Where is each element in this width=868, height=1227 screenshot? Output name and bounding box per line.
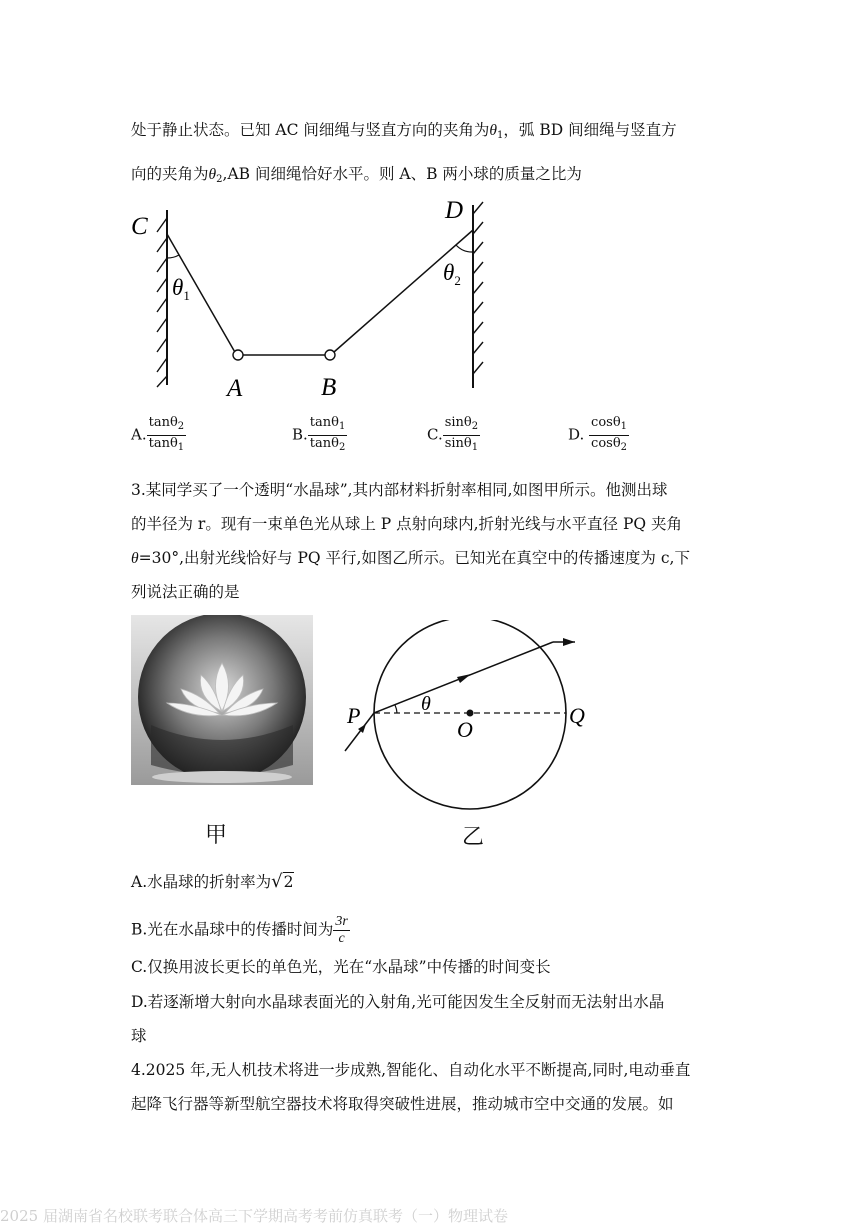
q3-option-C[interactable]: C.仅换用波长更长的单色光，光在“水晶球”中传播的时间变长 (131, 958, 551, 976)
option-D[interactable] (568, 415, 629, 456)
caption-yi: 乙 (462, 825, 485, 850)
string-BD (334, 230, 473, 352)
q3-line-4: 列说法正确的是 (131, 583, 240, 601)
option-B[interactable] (292, 415, 347, 456)
option-letter: C. (427, 425, 443, 444)
footer-watermark: 2025 届湖南省名校联考联合体高三下学期高考考前仿真联考（一）物理试卷 (0, 1207, 508, 1225)
sqrt-symbol: √ (271, 871, 283, 892)
fraction: $\frac{\cos\theta_1}{\cos\theta_2}$ (591, 415, 628, 453)
caption-jia: 甲 (205, 823, 228, 848)
subscript: 1 (497, 130, 504, 141)
label-P: P (347, 703, 361, 728)
fraction: $\frac{\tan\theta_1}{\tan\theta_2}$ (309, 415, 346, 453)
q3-option-D-line-1[interactable]: D.若逐渐增大射向水晶球表面光的入射角,光可能因发生全反射而无法射出水晶 (131, 993, 665, 1011)
arrow-head (457, 674, 471, 683)
subscript: 2 (216, 174, 223, 185)
q4-line-2: 起降飞行器等新型航空器技术将取得突破性进展，推动城市空中交通的发展。如 (131, 1095, 674, 1113)
q3-line-1: 3.某同学买了一个透明“水晶球”,其内部材料折射率相同,如图甲所示。他测出球 (131, 481, 668, 499)
intro-text: 处于静止状态。已知 AC 间细绳与竖直方向的夹角为 (131, 121, 490, 139)
crystal-ball-photo (131, 615, 313, 785)
theta1-label: $\theta_1$ (172, 275, 190, 303)
q3-option-A[interactable] (131, 870, 294, 892)
q3-line-3 (131, 546, 690, 568)
label-Q: Q (569, 703, 585, 728)
label-D: D (445, 197, 464, 224)
intro-line-1 (131, 118, 677, 141)
option-letter: A. (131, 425, 147, 444)
intro-text: ,AB 间细绳恰好水平。则 A、B 两小球的质量之比为 (222, 165, 582, 183)
fraction: $\frac{\sin\theta_2}{\sin\theta_1}$ (444, 415, 479, 453)
refraction-diagram (335, 620, 595, 830)
label-O: O (457, 717, 473, 742)
option-C[interactable] (427, 415, 480, 456)
theta-symbol: θ (131, 550, 139, 567)
option-A[interactable] (131, 415, 186, 456)
q3-line-3-text: =30°,出射光线恰好与 PQ 平行,如图乙所示。已知光在真空中的传播速度为 c,下 (138, 549, 690, 567)
fraction: $\frac{\tan\theta_2}{\tan\theta_1}$ (148, 415, 185, 453)
option-text: A.水晶球的折射率为 (131, 873, 272, 891)
option-letter: D. (568, 425, 585, 444)
q4-line-1: 4.2025 年,无人机技术将进一步成熟,智能化、自动化水平不断提高,同时,电动垂直 (131, 1061, 691, 1079)
label-A: A (227, 375, 243, 402)
q3-option-D-line-2[interactable]: 球 (131, 1027, 147, 1045)
center-O (467, 710, 474, 717)
intro-text: 向的夹角为 (131, 165, 209, 183)
sqrt-value: 2 (283, 873, 294, 891)
option-text: B.光在水晶球中的传播时间为 (131, 920, 334, 939)
q3-line-2: 的半径为 r。现有一束单色光从球上 P 点射向球内,折射光线与水平直径 PQ 夹角 (131, 515, 683, 533)
label-B: B (321, 374, 337, 401)
ball-A (233, 350, 243, 360)
theta-symbol: θ (489, 122, 498, 139)
theta-symbol: θ (208, 166, 217, 183)
option-letter: B. (292, 425, 308, 444)
ball-B (325, 350, 335, 360)
string-wall-figure (125, 190, 505, 405)
q3-option-B[interactable] (131, 914, 350, 947)
fraction: $\frac{3r}{c}$ (335, 914, 348, 946)
label-theta: θ (421, 693, 431, 715)
theta2-label: $\theta_2$ (443, 260, 461, 288)
label-C: C (131, 213, 148, 240)
intro-text: ，弧 BD 间细绳与竖直方 (503, 121, 677, 139)
intro-line-2 (131, 162, 582, 185)
arrow-head (563, 638, 575, 646)
